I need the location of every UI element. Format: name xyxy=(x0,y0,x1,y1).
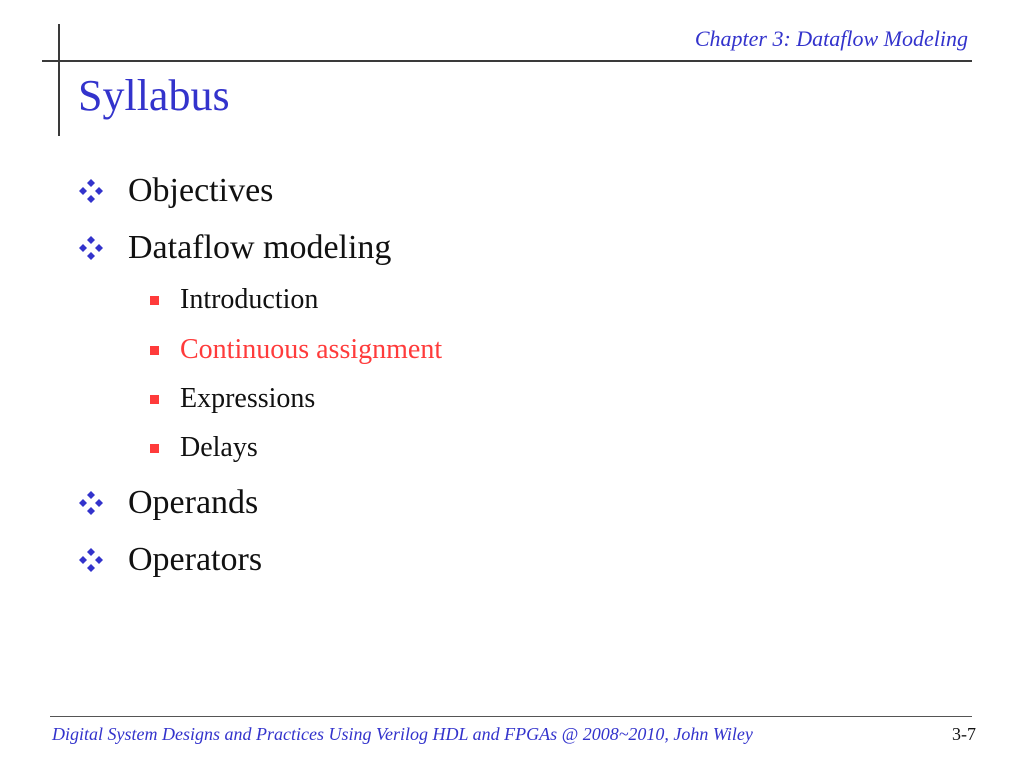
header-vertical-rule xyxy=(58,24,60,136)
list-item-label: Operands xyxy=(128,484,259,521)
sub-item-expressions xyxy=(150,383,315,415)
slide-title: Syllabus xyxy=(78,71,230,120)
square-bullet-icon xyxy=(150,444,180,453)
chapter-heading: Chapter 3: Dataflow Modeling xyxy=(694,26,968,51)
list-item-label: Objectives xyxy=(128,172,274,209)
list-item-label: Operators xyxy=(128,541,263,578)
square-bullet-icon xyxy=(150,346,180,355)
sub-item-label: Delays xyxy=(180,432,258,463)
page-number: 3-7 xyxy=(952,724,976,744)
four-diamond-icon xyxy=(78,547,128,573)
sub-item-label: Introduction xyxy=(180,284,319,315)
list-item-operators xyxy=(78,541,262,579)
square-bullet-icon xyxy=(150,395,180,404)
sub-item-introduction xyxy=(150,284,318,316)
sub-item-continuous-assignment xyxy=(150,334,442,366)
square-bullet-icon xyxy=(150,296,180,305)
four-diamond-icon xyxy=(78,490,128,516)
list-item-dataflow xyxy=(78,229,391,267)
footer-rule xyxy=(50,716,972,717)
sub-item-label: Expressions xyxy=(180,383,316,414)
header-horizontal-rule xyxy=(42,60,972,62)
list-item-label: Dataflow modeling xyxy=(128,229,392,266)
list-item-operands xyxy=(78,484,258,522)
list-item-objectives xyxy=(78,172,273,210)
four-diamond-icon xyxy=(78,235,128,261)
four-diamond-icon xyxy=(78,178,128,204)
footer-citation: Digital System Designs and Practices Using Verilog HDL and FPGAs @ 2008~2010, John Wiley xyxy=(52,724,753,744)
sub-item-delays xyxy=(150,432,258,464)
sub-item-label: Continuous assignment xyxy=(180,334,443,365)
